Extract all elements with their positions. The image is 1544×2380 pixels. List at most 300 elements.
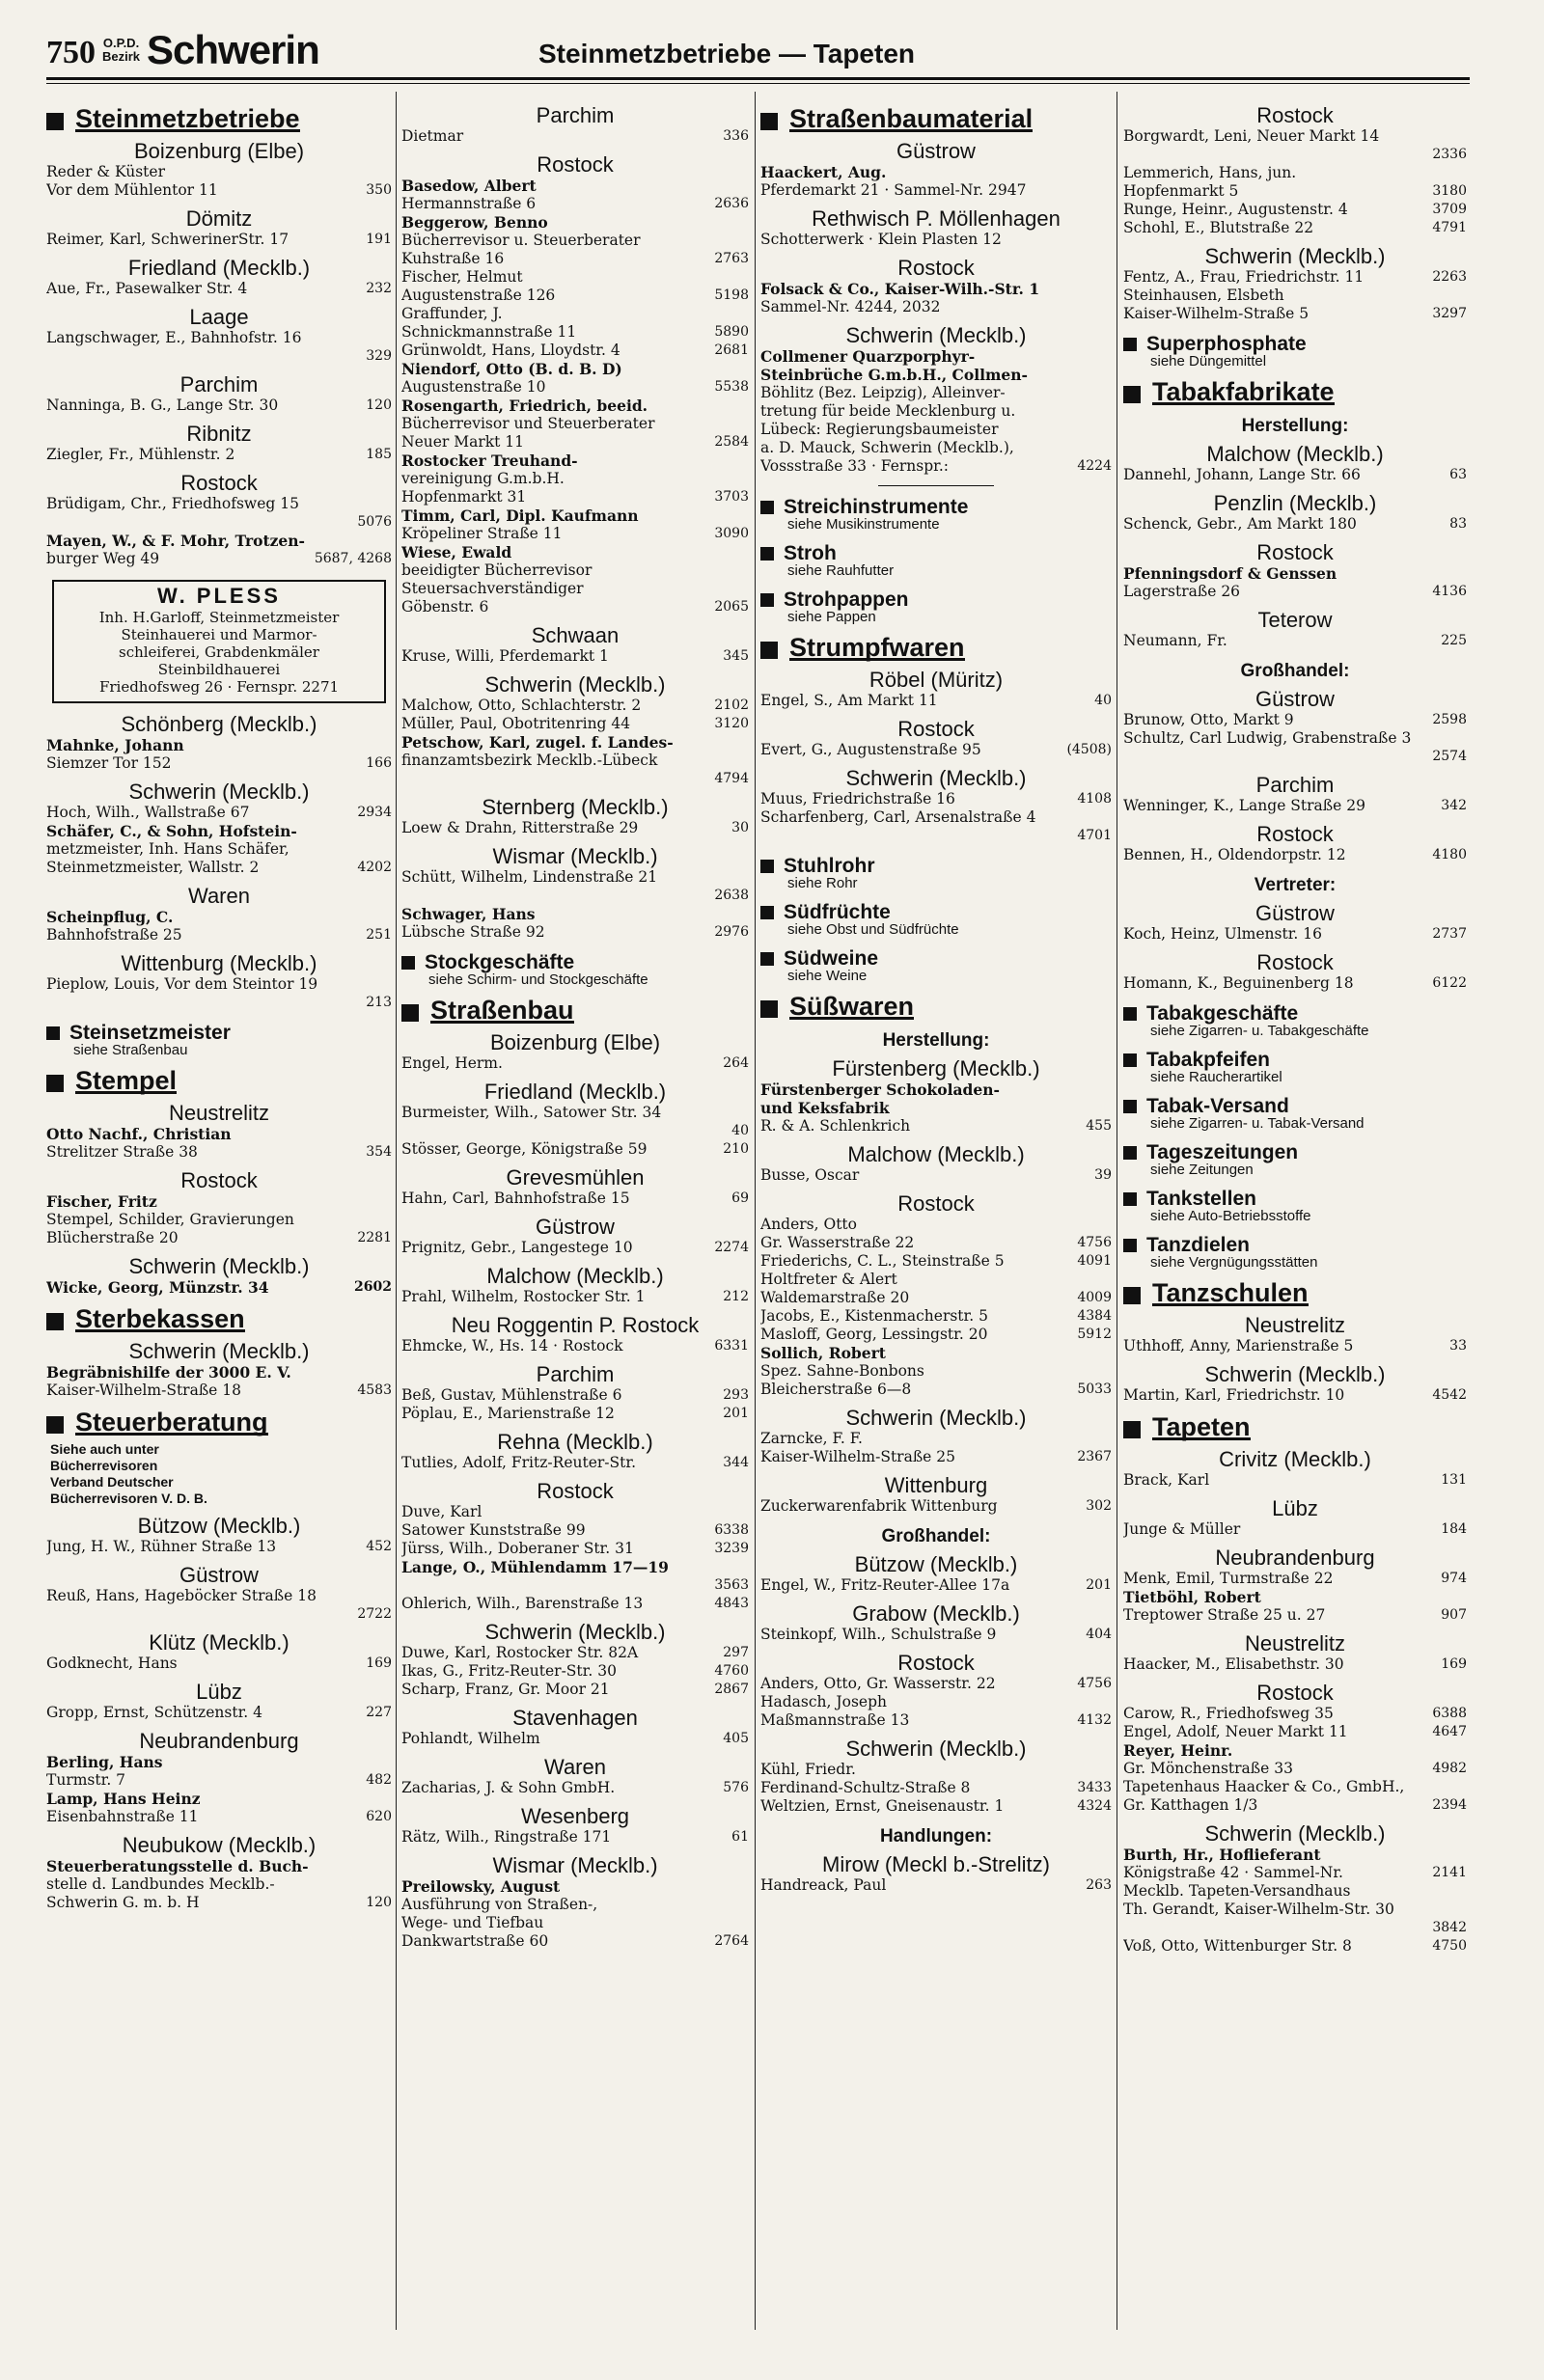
entry-name: Dietmar [401,127,464,145]
listing-entry [1123,515,1467,533]
phone-number: 2636 [714,196,749,211]
place-name: Schwerin (Mecklb.) [128,1254,310,1278]
place-name: Malchow (Mecklb.) [1206,442,1384,466]
place-name: Penzlin (Mecklb.) [1213,491,1377,515]
listing-entry [1123,1796,1467,1815]
entry-name: Fürstenberger Schokoladen- [760,1081,1000,1099]
entry-name: Neuer Markt 11 [401,433,525,451]
entry-name: Martin, Karl, Friedrichstr. 10 [1123,1386,1345,1404]
subsection-title: Tabakgeschäfte [1146,1002,1299,1025]
phone-number: 2764 [714,1933,749,1949]
subsection-heading [760,857,1112,875]
phone-number: 4647 [1432,1724,1467,1739]
listing-entry [46,1605,392,1624]
phone-number: 2934 [357,805,392,820]
entry-name: Fentz, A., Frau, Friedrichstr. 11 [1123,268,1365,286]
listing-entry [46,1894,392,1912]
phone-number: 3239 [714,1541,749,1556]
subsection-heading [401,953,749,971]
listing-entry [401,1386,749,1405]
listing-entry [760,1307,1112,1326]
section-marker [760,1000,778,1018]
place-name: Neustrelitz [169,1101,269,1125]
phone-number: 297 [723,1645,749,1660]
phone-number: 169 [1441,1656,1467,1672]
reference-note: Verband Deutscher [50,1474,174,1490]
listing-entry [1123,1882,1467,1901]
listing-entry [401,1054,749,1073]
entry-name: Bücherrevisor und Steuerberater [401,415,655,432]
entry-name [401,1576,708,1595]
section-marker [1123,1287,1141,1304]
place-name: Friedland (Mecklb.) [483,1080,667,1104]
phone-number: 169 [366,1655,392,1671]
place-name: Schwerin (Mecklb.) [1204,244,1386,268]
listing-entry [760,808,1112,827]
listing-entry [46,181,392,200]
entry-name: finanzamtsbezirk Mecklb.-Lübeck [401,752,658,769]
place-name: Sternberg (Mecklb.) [482,795,669,819]
listing-entry [46,495,392,513]
subsection-heading [1123,1143,1467,1162]
entry-name: Carow, R., Friedhofsweg 35 [1123,1705,1334,1722]
place-name: Waren [544,1755,606,1779]
listing-entry [401,1558,749,1576]
entry-name: Rosengarth, Friedrich, beeid. [401,397,648,415]
entry-name: und Keksfabrik [760,1099,890,1117]
entry-name: Bahnhofstraße 25 [46,926,182,944]
cross-reference: siehe Obst und Südfrüchte [787,921,959,938]
listing-entry [401,819,749,837]
entry-name [46,1605,351,1624]
place-name: Rostock [897,1191,975,1216]
entry-name: Schenck, Gebr., Am Markt 180 [1123,515,1357,533]
phone-number: 30 [731,820,749,835]
place-name: Malchow (Mecklb.) [486,1264,664,1288]
listing-entry [401,268,749,287]
phone-number: 2722 [357,1606,392,1622]
entry-name: Ausführung von Straßen-, [401,1896,598,1913]
subsection-heading [46,1024,392,1042]
phone-number: 455 [1086,1118,1112,1134]
listing-entry [401,905,749,923]
phone-number: 4756 [1077,1676,1112,1691]
listing-entry [1123,1570,1467,1588]
listing-entry [1123,1919,1467,1937]
phone-number: 2065 [714,599,749,615]
phone-number: 2638 [714,888,749,903]
entry-name: Turmstr. 7 [46,1771,126,1789]
place-name: Dömitz [185,206,253,231]
place-name: Ribnitz [186,422,252,446]
listing-entry [46,1857,392,1875]
entry-name: Friederichs, C. L., Steinstraße 5 [760,1252,1005,1270]
phone-number: 345 [723,648,749,664]
entry-name: Lagerstraße 26 [1123,583,1241,600]
listing-entry [1123,583,1467,601]
phone-number: 5198 [714,287,749,303]
phone-number: 907 [1441,1607,1467,1623]
bezirk-label: Bezirk [102,49,141,64]
entry-name: Holtfreter & Alert [760,1271,897,1288]
entry-name: Jacobs, E., Kistenmacherstr. 5 [760,1307,988,1325]
place-name: Neustrelitz [1245,1313,1345,1337]
listing-entry [1123,1864,1467,1882]
phone-number: 4583 [357,1382,392,1398]
entry-name: Zarncke, F. F. [760,1430,863,1447]
entry-name: Basedow, Albert [401,177,537,195]
entry-name: Folsack & Co., Kaiser-Wilh.-Str. 1 [760,280,1040,298]
listing-entry [1123,564,1467,583]
entry-name [46,347,360,366]
phone-number: 4180 [1432,847,1467,862]
entry-name: Engel, S., Am Markt 11 [760,692,938,709]
listing-entry [401,1122,749,1140]
cross-reference: siehe Auto-Betriebsstoffe [1150,1208,1311,1224]
column-4 [1123,96,1467,2344]
phone-number: 4091 [1077,1253,1112,1269]
entry-name: Kaiser-Wilhelm-Straße 5 [1123,305,1310,322]
listing-entry [46,1704,392,1722]
place-name: Schwerin (Mecklb.) [845,1406,1027,1430]
entry-name: Graffunder, J. [401,305,503,322]
entry-name: Junge & Müller [1123,1520,1241,1538]
entry-name: beeidigter Bücherrevisor [401,561,593,579]
place-name: Boizenburg (Elbe) [489,1030,661,1054]
entry-name: Gr. Wasserstraße 22 [760,1234,915,1251]
place-name: Güstrow [1255,687,1335,711]
entry-name: Weltzien, Ernst, Gneisenaustr. 1 [760,1797,1005,1815]
phone-number: 329 [366,348,392,364]
entry-name: Lange, O., Mühlendamm 17—19 [401,1558,669,1576]
place-name: Wittenburg (Mecklb.) [121,951,317,975]
entry-name: Pfenningsdorf & Genssen [1123,564,1337,583]
entry-name: Satower Kunststraße 99 [401,1521,586,1539]
section-marker [46,1416,64,1434]
entry-name: Zacharias, J. & Sohn GmbH. [401,1779,616,1796]
listing-entry [46,994,392,1012]
listing-entry [401,177,749,195]
phone-number: 4009 [1077,1290,1112,1305]
entry-name: burger Weg 49 [46,550,160,567]
phone-number: 4384 [1077,1308,1112,1324]
category-label: Großhandel: [881,1526,991,1546]
subsection-heading [760,590,1112,609]
section-marker [760,952,774,966]
listing-entry [1123,797,1467,815]
section-title: Straßenbaumaterial [789,104,1034,133]
listing-entry [1123,1655,1467,1674]
cross-reference: siehe Düngemittel [1150,353,1267,369]
listing-entry [760,1326,1112,1344]
entry-name: Lemmerich, Hans, jun. [1123,164,1297,181]
listing-entry [46,804,392,822]
listing-entry [760,231,1112,249]
phone-number: 4701 [1077,828,1112,843]
entry-name: Nanninga, B. G., Lange Str. 30 [46,397,279,414]
listing-entry [1123,219,1467,237]
section-heading [46,1066,392,1095]
listing-entry [1123,201,1467,219]
listing-entry [46,280,392,298]
phone-number: 2274 [714,1240,749,1255]
entry-name: Duve, Karl [401,1503,482,1520]
place-name: Schwerin (Mecklb.) [1204,1821,1386,1846]
subsection-title: Stockgeschäfte [425,951,575,973]
place-name: Schwerin (Mecklb.) [484,1620,666,1644]
phone-number: 6388 [1432,1706,1467,1721]
listing-entry [46,1381,392,1400]
place-name: Rethwisch P. Möllenhagen [812,206,1061,231]
entry-name [760,827,1071,845]
listing-entry [760,1675,1112,1693]
phone-number: 191 [366,232,392,247]
phone-number: 354 [366,1144,392,1160]
entry-name: Evert, G., Augustenstraße 95 [760,741,981,758]
subsection-heading [1123,1051,1467,1069]
listing-entry [46,446,392,464]
place-name: Schönberg (Mecklb.) [121,712,317,736]
listing-entry [760,421,1112,439]
phone-number: 452 [366,1539,392,1554]
phone-number: 404 [1086,1627,1112,1642]
phone-number: 4843 [714,1596,749,1611]
section-title: Tabakfabrikate [1152,377,1335,406]
place-name: Friedland (Mecklb.) [127,256,311,280]
phone-number: 131 [1441,1472,1467,1488]
listing-entry [46,1655,392,1673]
cross-reference: siehe Zigarren- u. Tabakgeschäfte [1150,1023,1369,1039]
listing-entry [401,580,749,598]
entry-name: Gr. Katthagen 1/3 [1123,1796,1258,1814]
place-name: Rostock [537,152,614,177]
entry-name: Handreack, Paul [760,1876,887,1894]
listing-entry [401,1828,749,1847]
phone-number: 5890 [714,324,749,340]
entry-name: Kaiser-Wilhelm-Straße 18 [46,1381,241,1399]
cross-reference: siehe Zigarren- u. Tabak-Versand [1150,1115,1365,1132]
place-name: Bützow (Mecklb.) [137,1514,301,1538]
section-marker [1123,1421,1141,1438]
subsection-heading [1123,1236,1467,1254]
listing-entry [760,1779,1112,1797]
listing-entry [401,1662,749,1681]
listing-entry [1123,729,1467,748]
section-title: Strumpfwaren [789,633,965,662]
listing-entry [760,1362,1112,1381]
phone-number: 5912 [1077,1327,1112,1342]
phone-number: 2584 [714,434,749,450]
subsection-heading [760,498,1112,516]
listing-entry [401,470,749,488]
listing-entry [401,1681,749,1699]
entry-name: Malchow, Otto, Schlachterstr. 2 [401,697,642,714]
phone-number: 2867 [714,1682,749,1697]
entry-name: Godknecht, Hans [46,1655,178,1672]
listing-entry [46,329,392,347]
place-name: Rostock [1256,540,1334,564]
entry-name: Haackert, Aug. [760,163,887,181]
place-name: Wesenberg [520,1804,630,1828]
entry-name: Hopfenmarkt 31 [401,488,527,506]
phone-number: 4324 [1077,1798,1112,1814]
listing-entry [401,887,749,905]
column-3 [760,96,1112,2344]
section-marker [46,1313,64,1330]
listing-entry [1123,1846,1467,1864]
section-heading [46,1304,392,1333]
phone-number: 201 [723,1406,749,1421]
listing-entry [760,1234,1112,1252]
listing-entry [760,1216,1112,1234]
entry-name: Muus, Friedrichstraße 16 [760,790,955,807]
subsection-heading [1123,1004,1467,1023]
section-marker [1123,386,1141,403]
entry-name: Pohlandt, Wilhelm [401,1730,540,1747]
listing-entry [46,163,392,181]
entry-name: Strelitzer Straße 38 [46,1143,198,1161]
category-label: Herstellung: [1241,416,1349,436]
city-title: Schwerin [147,27,319,72]
opd-label: O.P.D. [102,36,140,50]
listing-entry [401,697,749,715]
phone-number: 2681 [714,342,749,358]
listing-entry [401,506,749,525]
entry-name: Stösser, George, Königstraße 59 [401,1140,648,1158]
listing-entry [1123,1937,1467,1956]
subsection-title: Südweine [784,947,879,970]
entry-name: a. D. Mauck, Schwerin (Mecklb.), [760,439,1014,456]
listing-entry [46,1587,392,1605]
entry-name: Duwe, Karl, Rostocker Str. 82A [401,1644,639,1661]
entry-name: Eisenbahnstraße 11 [46,1808,199,1825]
entry-name: Engel, W., Fritz-Reuter-Allee 17a [760,1576,1010,1594]
place-name: Mirow (Meckl b.-Strelitz) [822,1852,1050,1876]
entry-name: Beß, Gustav, Mühlenstraße 6 [401,1386,622,1404]
listing-entry [46,840,392,859]
entry-name [1123,146,1426,164]
section-marker [1123,1007,1137,1021]
place-name: Rostock [1256,1681,1334,1705]
entry-name: Stempel, Schilder, Gravierungen [46,1211,294,1228]
phone-number: 213 [366,995,392,1010]
entry-name: metzmeister, Inh. Hans Schäfer, [46,840,290,858]
entry-name: Mecklb. Tapeten-Versandhaus [1123,1882,1351,1900]
category-label: Großhandel: [1240,661,1350,681]
entry-name: Fischer, Fritz [46,1192,157,1211]
place-name: Röbel (Müritz) [868,668,1004,692]
phone-number: 4756 [1077,1235,1112,1250]
phone-number: 293 [723,1387,749,1403]
separator-rule [878,485,994,486]
entry-name: Voß, Otto, Wittenburger Str. 8 [1123,1937,1352,1955]
subsection-heading [760,544,1112,562]
entry-name: Treptower Straße 25 u. 27 [1123,1606,1326,1624]
section-title: Straßenbau [430,996,574,1025]
subsection-title: Tabak-Versand [1146,1095,1289,1117]
place-name: Schwerin (Mecklb.) [845,1737,1027,1761]
entry-name: Pferdemarkt 21 · Sammel-Nr. 2947 [760,181,1027,199]
entry-name: Prignitz, Gebr., Langestege 10 [401,1239,633,1256]
entry-name: tretung für beide Mecklenburg u. [760,402,1016,420]
section-marker [1123,1100,1137,1113]
entry-name: Petschow, Karl, zugel. f. Landes- [401,733,674,752]
entry-name: Prahl, Wilhelm, Rostocker Str. 1 [401,1288,646,1305]
entry-name: Reder & Küster [46,163,165,180]
subsection-title: Tankstellen [1146,1188,1256,1210]
phone-number: 120 [366,397,392,413]
phone-number: 40 [731,1123,749,1138]
entry-name: Uthhoff, Anny, Marienstraße 5 [1123,1337,1354,1354]
section-marker [401,956,415,970]
listing-entry [46,822,392,840]
entry-name: Steinbrüche G.m.b.H., Collmen- [760,366,1028,384]
entry-name: Lamp, Hans Heinz [46,1790,201,1808]
phone-number: 212 [723,1289,749,1304]
place-name: Lübz [1272,1496,1318,1520]
place-name: Rostock [180,1168,258,1192]
place-name: Stavenhagen [512,1706,638,1730]
entry-name: Gropp, Ernst, Schützenstr. 4 [46,1704,262,1721]
phone-number: 40 [1094,693,1112,708]
place-name: Neubrandenburg [1215,1546,1375,1570]
listing-entry [401,1140,749,1159]
listing-entry [760,1797,1112,1816]
entry-name: Brack, Karl [1123,1471,1210,1489]
reference-note: Bücherrevisoren [50,1458,158,1473]
column-divider [755,92,756,2330]
subsection-title: Steinsetzmeister [69,1022,231,1044]
place-name: Rostock [1256,950,1334,974]
listing-entry [1123,974,1467,993]
header-rule-thin [46,83,1470,84]
phone-number: 2763 [714,251,749,266]
listing-entry [46,1125,392,1143]
phone-number: 302 [1086,1498,1112,1514]
entry-name: Niendorf, Otto (B. d. B. D) [401,360,622,378]
section-heading [760,992,1112,1021]
subsection-title: Tanzdielen [1146,1234,1250,1256]
category-label: Herstellung: [882,1030,990,1051]
phone-number: 2263 [1432,269,1467,285]
entry-name: Mayen, W., & F. Mohr, Trotzen- [46,532,305,550]
section-heading [1123,1412,1467,1441]
listing-entry [760,1099,1112,1117]
entry-name: Engel, Herm. [401,1054,503,1072]
listing-entry [401,598,749,616]
listing-entry [401,433,749,451]
subsection-title: Strohpappen [784,588,909,611]
section-title: Süßwaren [789,992,915,1021]
phone-number: 3709 [1432,202,1467,217]
place-name: Bützow (Mecklb.) [854,1552,1018,1576]
advertisement-line: Friedhofsweg 26 · Fernspr. 2271 [98,678,340,696]
listing-entry [46,1363,392,1381]
entry-name: Bennen, H., Oldendorpstr. 12 [1123,846,1346,863]
phone-number: 6331 [714,1338,749,1354]
listing-entry [401,1576,749,1595]
listing-entry [760,790,1112,808]
entry-name: Runge, Heinr., Augustenstr. 4 [1123,201,1348,218]
entry-name [1123,1919,1426,1937]
phone-number: 2141 [1432,1865,1467,1880]
listing-entry [1123,1723,1467,1741]
listing-entry [760,1344,1112,1362]
place-name: Neu Roggentin P. Rostock [451,1313,700,1337]
place-name: Güstrow [896,139,976,163]
listing-entry [401,543,749,561]
phone-number: 5687, 4268 [314,551,392,566]
